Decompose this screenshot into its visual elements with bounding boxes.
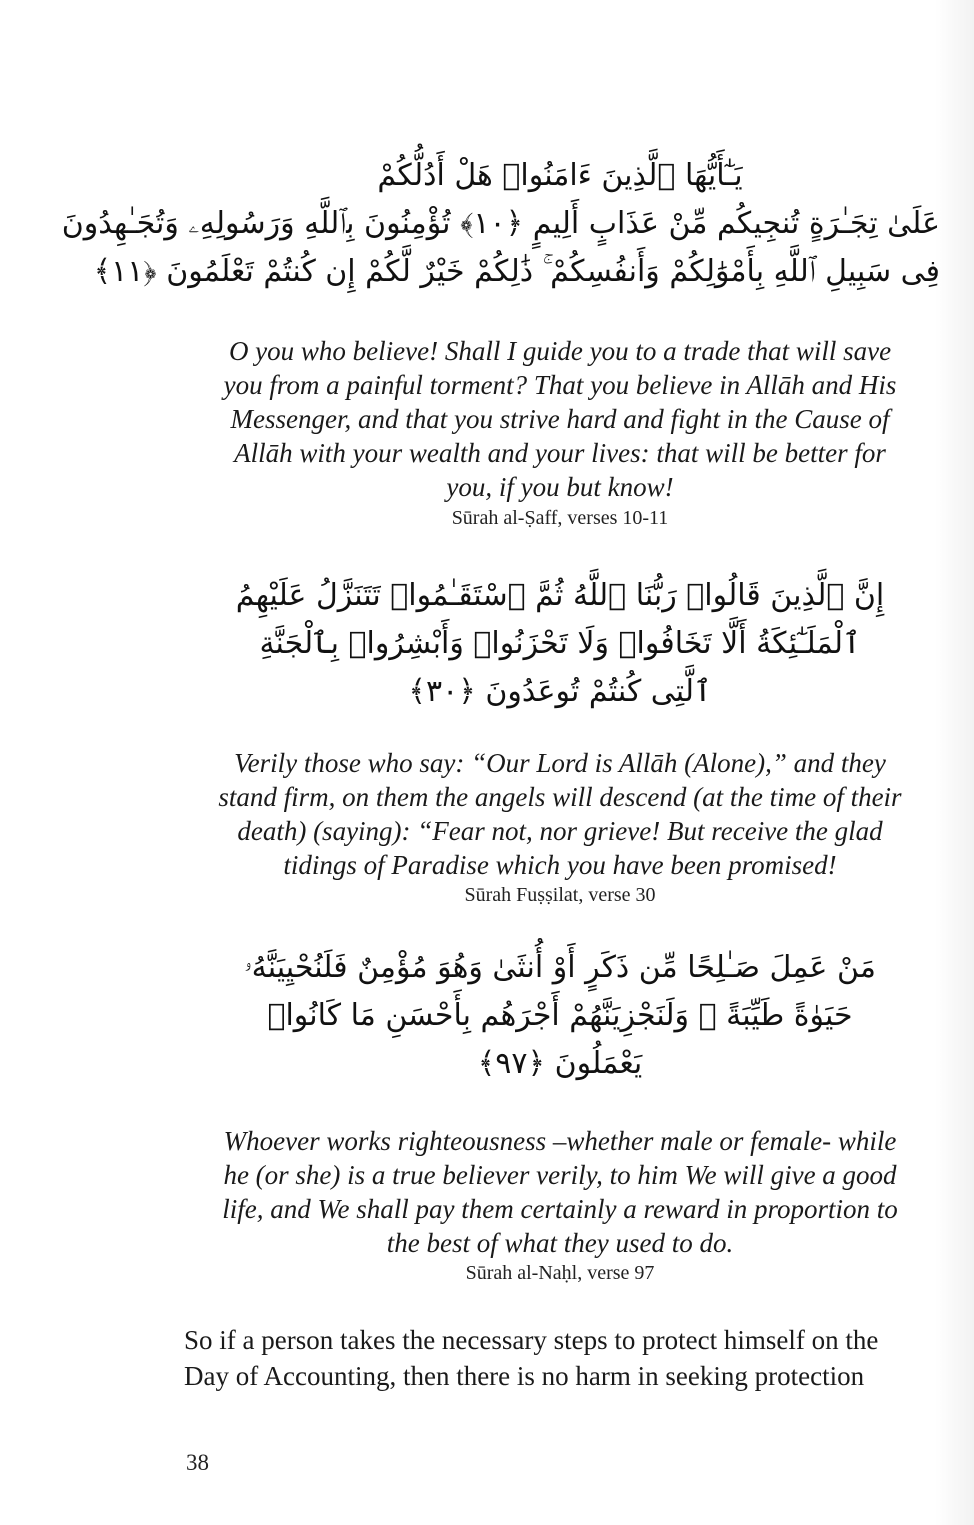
translation-line: life, and We shall pay them certainly a reward in proportion to <box>222 1194 898 1224</box>
translation-line: Allāh with your wealth and your lives: that will be better for <box>234 438 886 468</box>
citation-saff: Sūrah al-Ṣaff, verses 10-11 <box>451 507 669 529</box>
translation-line: he (or she) is a true believer verily, to him We will give a good <box>223 1160 897 1190</box>
translation-line: Verily those who say: “Our Lord is Allāh (Alone),” and they <box>234 748 886 778</box>
arabic-line: حَيَوٰةً طَيِّبَةً ۖ وَلَنَجْزِيَنَّهُمْ أَجْرَهُم بِأَحْسَنِ مَا كَانُوا۟ <box>267 998 853 1033</box>
arabic-line: مَنْ عَمِلَ صَـٰلِحًا مِّن ذَكَرٍ أَوْ أُنثَىٰ وَهُوَ مُؤْمِنٌ فَلَنُحْيِيَنَّهُۥ <box>244 950 876 985</box>
page-number: 38 <box>186 1450 209 1475</box>
arabic-line: ٱلَّتِى كُنتُمْ تُوعَدُونَ ﴿٣٠﴾ <box>408 674 712 709</box>
arabic-verse-nahl <box>180 944 940 1088</box>
translation-line: Whoever works righteousness –whether male or female- while <box>223 1126 897 1156</box>
translation-line: death) (saying): “Fear not, nor grieve! But receive the glad <box>237 816 883 846</box>
arabic-line: يَـٰٓأَيُّهَا ٱلَّذِينَ ءَامَنُوا۟ هَلْ أَدُلُّكُمْ <box>377 158 743 193</box>
translation-line: the best of what they used to do. <box>386 1228 734 1258</box>
translation-line: stand firm, on them the angels will descend (at the time of their <box>218 782 902 812</box>
arabic-line: يَعْمَلُونَ ﴿٩٧﴾ <box>477 1046 643 1081</box>
body-line: So if a person takes the necessary steps to protect himself on the <box>184 1325 879 1355</box>
translation-line: O you who believe! Shall I guide you to a trade that will save <box>228 336 892 366</box>
translation-line: you, if you but know! <box>446 472 674 502</box>
translation-saff <box>175 334 945 504</box>
translation-line: you from a painful torment? That you believe in Allāh and His <box>223 370 897 400</box>
translation-line: tidings of Paradise which you have been promised! <box>283 850 837 880</box>
body-paragraph <box>184 1322 959 1394</box>
arabic-line: عَلَىٰ تِجَـٰرَةٍ تُنجِيكُم مِّنْ عَذَابٍ أَلِيمٍ ﴿١٠﴾ تُؤْمِنُونَ بِٱللَّهِ وَرَسُولِهِۦ وَتُجَـٰهِدُونَ <box>61 206 940 241</box>
arabic-line: فِى سَبِيلِ ٱللَّهِ بِأَمْوَٰلِكُمْ وَأَنفُسِكُمْ ۚ ذَٰلِكُمْ خَيْرٌ لَّكُمْ إِن كُنتُمْ تَعْلَمُونَ ﴿١١﴾ <box>93 254 940 289</box>
citation-fussilat: Sūrah Fuṣṣilat, verse 30 <box>464 884 656 906</box>
translation-nahl <box>175 1124 945 1260</box>
arabic-line: إِنَّ ٱلَّذِينَ قَالُوا۟ رَبُّنَا ٱللَّهُ ثُمَّ ٱسْتَقَـٰمُوا۟ تَتَنَزَّلُ عَلَيْهِمُ <box>235 578 885 613</box>
arabic-line: ٱلْمَلَـٰٓئِكَةُ أَلَّا تَخَافُوا۟ وَلَا تَحْزَنُوا۟ وَأَبْشِرُوا۟ بِٱلْجَنَّةِ <box>259 626 861 661</box>
translation-fussilat <box>175 746 945 882</box>
translation-line: Messenger, and that you strive hard and fight in the Cause of <box>230 404 890 434</box>
citation-nahl: Sūrah al-Naḥl, verse 97 <box>465 1262 655 1284</box>
arabic-verse-fussilat <box>180 572 940 716</box>
body-line: Day of Accounting, then there is no harm in seeking protection <box>184 1361 865 1391</box>
arabic-verse-saff <box>61 152 940 296</box>
